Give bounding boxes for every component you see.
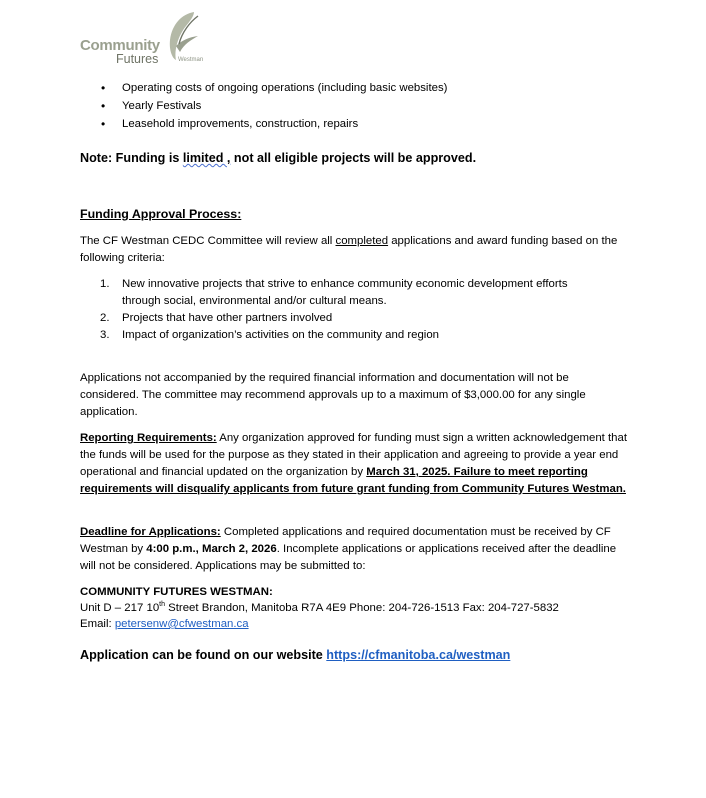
criteria-text: Projects that have other partners involved (122, 312, 333, 324)
address-text: Unit D – 217 10 (80, 602, 160, 614)
list-item (80, 327, 602, 344)
list-item (80, 276, 602, 310)
address-sup: th (159, 601, 165, 609)
deadline-text-end: . Incomplete applications or applications received after the deadline will not be considered. Applications may be submitted to: (80, 543, 617, 572)
intro-text: The CF Westman CEDC Committee will review all (80, 235, 336, 247)
criteria-text: Impact of organization’s activities on the community and region (122, 329, 439, 341)
email-link[interactable]: petersenw@cfwestman.ca (114, 618, 249, 630)
contact-block (80, 584, 640, 632)
funding-approval-heading: Funding Approval Process: (80, 207, 242, 221)
list-item: • Operating costs of ongoing operations (including basic websites) (80, 80, 447, 98)
contact-org: COMMUNITY FUTURES WESTMAN: (80, 586, 273, 598)
reporting-deadline: March 31, 2025. Failure to meet reporting requirements will disqualify applicants from future grant funding from Community Futures Westman. (80, 466, 626, 495)
criteria-text: New innovative projects that strive to enhance community economic development efforts through social, environmental and/or cultural means. (122, 278, 568, 307)
funding-note (80, 150, 476, 167)
criteria-number: 1. (100, 278, 110, 290)
note-limited: limited , (182, 151, 231, 165)
logo-westman-text: Westman (178, 57, 204, 63)
intro-text-end: applications and award funding based on the following criteria: (80, 235, 618, 264)
community-futures-logo (80, 10, 210, 66)
applications-paragraph: Applications not accompanied by the required financial information and documentation will not be considered. The committee may recommend approvals up to a maximum of $3,000.00 for any single application. (80, 372, 586, 418)
contact-email-line (80, 616, 640, 632)
intro-completed: completed (335, 235, 389, 247)
website-line (80, 647, 510, 664)
criteria-number: 2. (100, 312, 110, 324)
reporting-label: Reporting Requirements: (80, 432, 217, 444)
approval-intro (80, 233, 635, 267)
note-prefix: Note: Funding is (80, 151, 183, 165)
website-text: Application can be found on our website (80, 648, 327, 662)
criteria-list (80, 276, 602, 344)
list-item: • Leasehold improvements, construction, repairs (80, 116, 447, 134)
note-suffix: not all eligible projects will be approved. (230, 151, 477, 165)
deadline-date: 4:00 p.m., March 2, 2026 (146, 543, 277, 555)
eligible-costs-list (80, 80, 447, 134)
reporting-text: Any organization approved for funding must sign a written acknowledgement that the funds will be used for the purpose as they stated in their application and agreeing to provide a year end operational and financial updated on the organization by (80, 432, 628, 478)
contact-address (80, 600, 640, 616)
deadline-label: Deadline for Applications: (80, 526, 221, 538)
deadline-text: Completed applications and required documentation must be received by CF Westman by (80, 526, 611, 555)
email-label: Email: (80, 618, 115, 630)
website-link[interactable]: https://cfmanitoba.ca/westman (326, 648, 511, 662)
address-text-end: Street Brandon, Manitoba R7A 4E9 Phone: 204-726-1513 Fax: 204-727-5832 (165, 602, 559, 614)
list-item (80, 310, 602, 327)
criteria-number: 3. (100, 329, 110, 341)
logo-futures-text: Futures (116, 52, 159, 66)
deadline-paragraph (80, 524, 635, 575)
leaf-logo-icon (164, 10, 200, 62)
logo-community-text: Community (80, 37, 160, 54)
list-item: • Yearly Festivals (80, 98, 447, 116)
reporting-paragraph (80, 430, 635, 498)
